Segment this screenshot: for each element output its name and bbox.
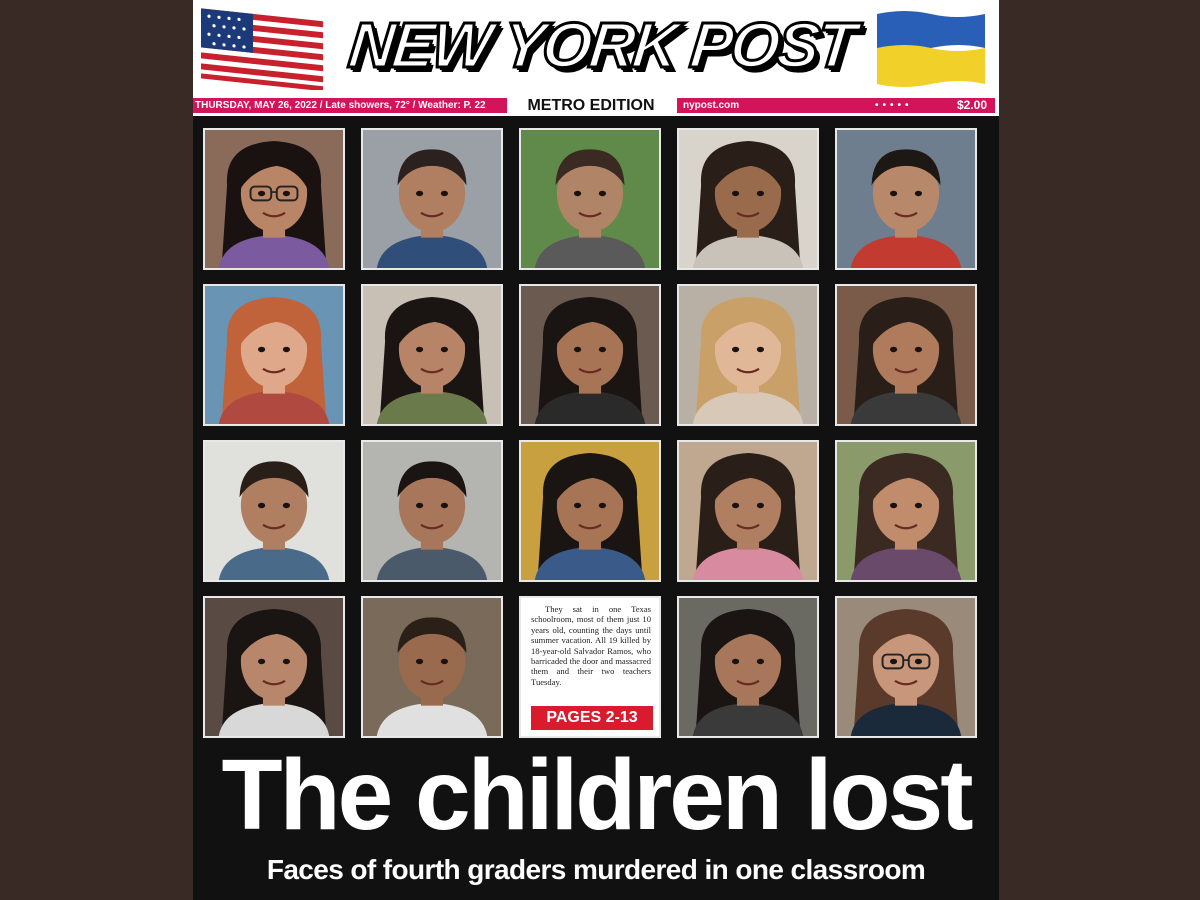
portrait-photo <box>519 440 661 582</box>
portrait-photo <box>361 284 503 426</box>
portrait-photo <box>677 440 819 582</box>
portrait-photo <box>835 596 977 738</box>
edition-label: METRO EDITION <box>527 97 655 114</box>
portrait-photo <box>835 128 977 270</box>
portrait-photo <box>677 128 819 270</box>
masthead <box>193 0 999 96</box>
site-link[interactable]: nypost.com <box>683 100 740 111</box>
dateline-bar <box>193 96 999 116</box>
newspaper-logo: NEW YORK POST <box>345 9 857 81</box>
portrait-photo <box>203 128 345 270</box>
portrait-photo <box>203 596 345 738</box>
portrait-photo <box>361 440 503 582</box>
us-flag-icon <box>197 2 327 90</box>
portrait-photo <box>361 596 503 738</box>
portrait-grid <box>203 128 989 740</box>
decorative-dots: ••••• <box>875 100 913 111</box>
ukraine-flag-icon <box>875 8 987 88</box>
portrait-photo <box>677 284 819 426</box>
portrait-photo <box>203 440 345 582</box>
portrait-photo <box>835 440 977 582</box>
price-label: $2.00 <box>956 98 987 112</box>
portrait-photo <box>361 128 503 270</box>
dateline-text: THURSDAY, MAY 26, 2022 / Late showers, 72° / Weather: P. 22 <box>193 98 507 113</box>
main-headline: The children lost <box>221 739 971 851</box>
pages-button[interactable]: PAGES 2-13 <box>531 706 653 730</box>
subheadline: Faces of fourth graders murdered in one classroom <box>266 854 926 885</box>
portrait-photo <box>519 128 661 270</box>
story-blurb: They sat in one Texas schoolroom, most of them just 10 years old, counting the days until summer vacation. All 19 killed by 18-year-old Salvador Ramos, who barricaded the door and massacred them and their two teachers Tuesday. <box>531 604 651 687</box>
portrait-photo <box>677 596 819 738</box>
portrait-photo <box>203 284 345 426</box>
dateline-right-bar <box>677 98 995 113</box>
portrait-photo <box>519 284 661 426</box>
story-box <box>519 596 661 738</box>
newspaper-cover <box>193 0 999 900</box>
portrait-photo <box>835 284 977 426</box>
